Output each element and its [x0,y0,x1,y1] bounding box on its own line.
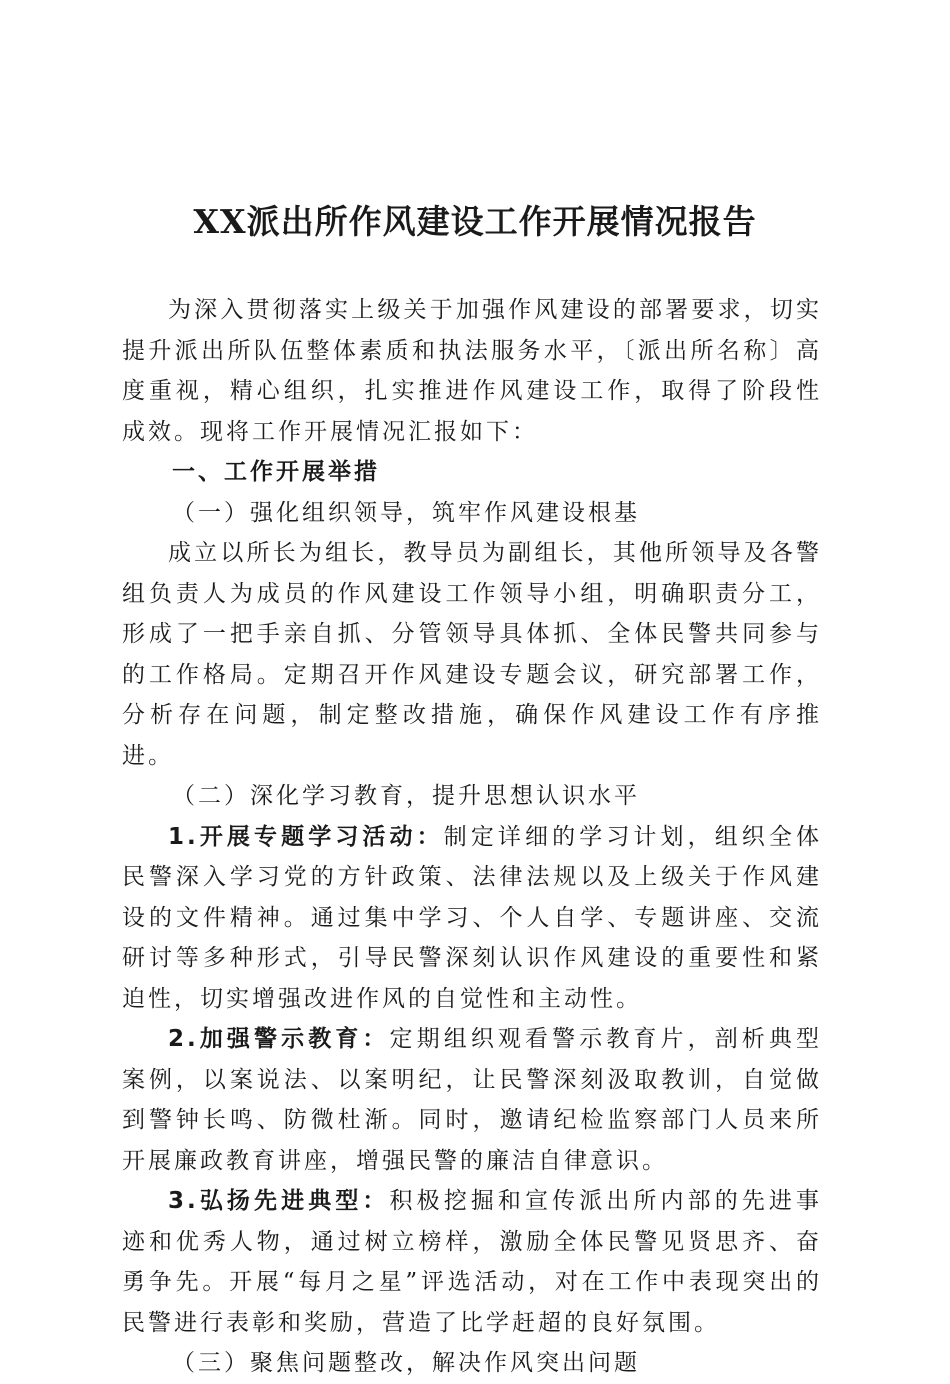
list-item-2 [122,1019,822,1181]
intro-paragraph: 为深入贯彻落实上级关于加强作风建设的部署要求，切实提升派出所队伍整体素质和执法服务水平，〔派出所名称〕高度重视，精心组织，扎实推进作风建设工作，取得了阶段性成效。现将工作开展情况汇报如下： [122,297,822,445]
list-item-1-lead: 1.开展专题学习活动： [168,823,444,850]
list-item-2-text: 定期组织观看警示教育片，剖析典型案例，以案说法、以案明纪，让民警深刻汲取教训，自觉做到警钟长鸣、防微杜渐。同时，邀请纪检监察部门人员来所开展廉政教育讲座，增强民警的廉洁自律意识。 [122,1026,822,1174]
list-item-3 [122,1181,822,1343]
document-body [122,290,822,1384]
subsection-1-paragraph: 成立以所长为组长，教导员为副组长，其他所领导及各警组负责人为成员的作风建设工作领导小组，明确职责分工，形成了一把手亲自抓、分管领导具体抓、全体民警共同参与的工作格局。定期召开作风建设专题会议，研究部署工作，分析存在问题，制定整改措施，确保作风建设工作有序推进。 [122,540,822,769]
subsection-heading-2: （二）深化学习教育，提升思想认识水平 [172,783,640,809]
section-heading-1: 一、工作开展举措 [172,459,380,485]
list-item-3-lead: 3.弘扬先进典型： [168,1188,390,1214]
document-title: XX派出所作风建设工作开展情况报告 [193,202,757,241]
subsection-heading-1: （一）强化组织领导，筑牢作风建设根基 [172,499,640,526]
list-item-1-text: 制定详细的学习计划，组织全体民警深入学习党的方针政策、法律法规以及上级关于作风建设的文件精神。通过集中学习、个人自学、专题讲座、交流研讨等多种形式，引导民警深刻认识作风建设的重要性和紧迫性，切实增强改进作风的自觉性和主动性。 [122,823,823,1012]
subsection-heading-3: （三）聚焦问题整改，解决作风突出问题 [172,1350,640,1376]
list-item-1 [122,817,822,1020]
list-item-2-lead: 2.加强警示教育： [168,1026,390,1052]
list-item-3-text: 积极挖掘和宣传派出所内部的先进事迹和优秀人物，通过树立榜样，激励全体民警见贤思齐、奋勇争先。开展“每月之星”评选活动，对在工作中表现突出的民警进行表彰和奖励，营造了比学赶超的良好氛围。 [122,1188,822,1336]
